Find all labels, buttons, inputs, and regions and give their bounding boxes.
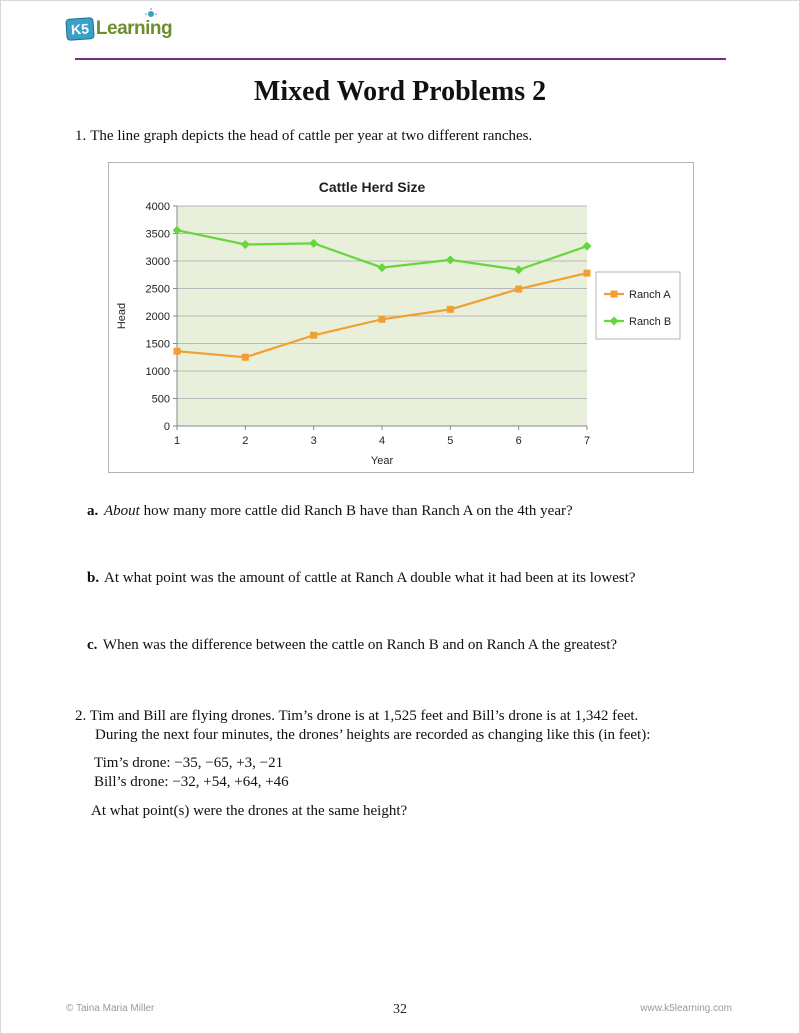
subquestion-text: At what point was the amount of cattle at Ranch A double what it had been at its lowest?	[104, 570, 636, 586]
question-2	[75, 707, 735, 745]
data-point	[584, 270, 591, 277]
x-tick-label: 7	[583, 435, 591, 447]
y-tick-label: 0	[163, 421, 170, 433]
y-tick-label: 3500	[145, 228, 170, 241]
subquestion-text: how many more cattle did Ranch B have than Ranch A on the 4th year?	[139, 503, 573, 519]
x-tick-label: 3	[310, 435, 317, 447]
header-rule	[75, 58, 726, 60]
question-1	[75, 128, 532, 145]
y-tick-label: 1000	[145, 366, 170, 378]
x-tick-label: 4	[378, 435, 386, 447]
legend-label: Ranch B	[629, 316, 672, 328]
x-axis-label: Year	[370, 455, 394, 467]
tim-drone-values: Tim’s drone: −35, −65, +3, −21	[94, 755, 284, 771]
x-tick-label: 6	[515, 435, 522, 447]
subquestion-a	[87, 503, 573, 520]
chart-title: Cattle Herd Size	[318, 179, 426, 195]
data-point	[379, 316, 386, 323]
legend-marker	[611, 291, 618, 298]
subquestion-c	[87, 637, 617, 654]
question-2-ask: At what point(s) were the drones at the same height?	[91, 803, 408, 819]
question-text: The line graph depicts the head of cattle per year at two different ranches.	[90, 128, 533, 144]
x-tick-label: 1	[173, 435, 181, 447]
y-tick-label: 3000	[145, 256, 170, 268]
chart-svg	[109, 163, 693, 472]
sparkle-icon	[144, 8, 158, 20]
logo-badge: K5	[65, 17, 94, 41]
subquestion-b	[87, 570, 636, 587]
y-tick-label: 500	[151, 393, 170, 406]
footer-copyright: © Taina Maria Miller	[66, 1003, 155, 1014]
data-point	[515, 286, 522, 293]
question-line-2: During the next four minutes, the drones’ heights are recorded as changing like this (in feet):	[95, 727, 651, 743]
y-axis-label: Head	[116, 302, 128, 330]
subquestion-letter: b.	[87, 570, 100, 586]
subquestion-letter: c.	[87, 637, 98, 653]
data-point	[447, 306, 454, 313]
page-number: 32	[393, 1002, 407, 1017]
y-tick-label: 2000	[145, 311, 170, 323]
data-point	[174, 348, 181, 355]
page-title: Mixed Word Problems 2	[253, 76, 547, 107]
subquestion-text: When was the difference between the cattle on Ranch B and on Ranch A the greatest?	[102, 637, 618, 653]
x-tick-label: 5	[447, 435, 454, 447]
subquestion-letter: a.	[87, 503, 99, 519]
k5-learning-logo	[66, 14, 172, 44]
footer-site: www.k5learning.com	[640, 1003, 732, 1014]
question-number: 1.	[75, 128, 87, 144]
y-tick-label: 4000	[145, 201, 170, 213]
data-point	[310, 332, 317, 339]
legend-label: Ranch A	[629, 289, 671, 301]
x-tick-label: 2	[242, 435, 249, 447]
y-tick-label: 1500	[145, 338, 170, 351]
y-tick-label: 2500	[145, 283, 170, 296]
legend-box	[596, 272, 680, 339]
subquestion-italic: About	[104, 503, 140, 519]
logo-word: Learning	[95, 18, 173, 39]
data-point	[242, 354, 249, 361]
bill-drone-values: Bill’s drone: −32, +54, +64, +46	[94, 774, 289, 790]
cattle-chart	[108, 162, 694, 473]
question-number: 2.	[75, 708, 87, 724]
question-line-1: Tim and Bill are flying drones. Tim’s drone is at 1,525 feet and Bill’s drone is at 1,342 feet.	[89, 708, 639, 724]
